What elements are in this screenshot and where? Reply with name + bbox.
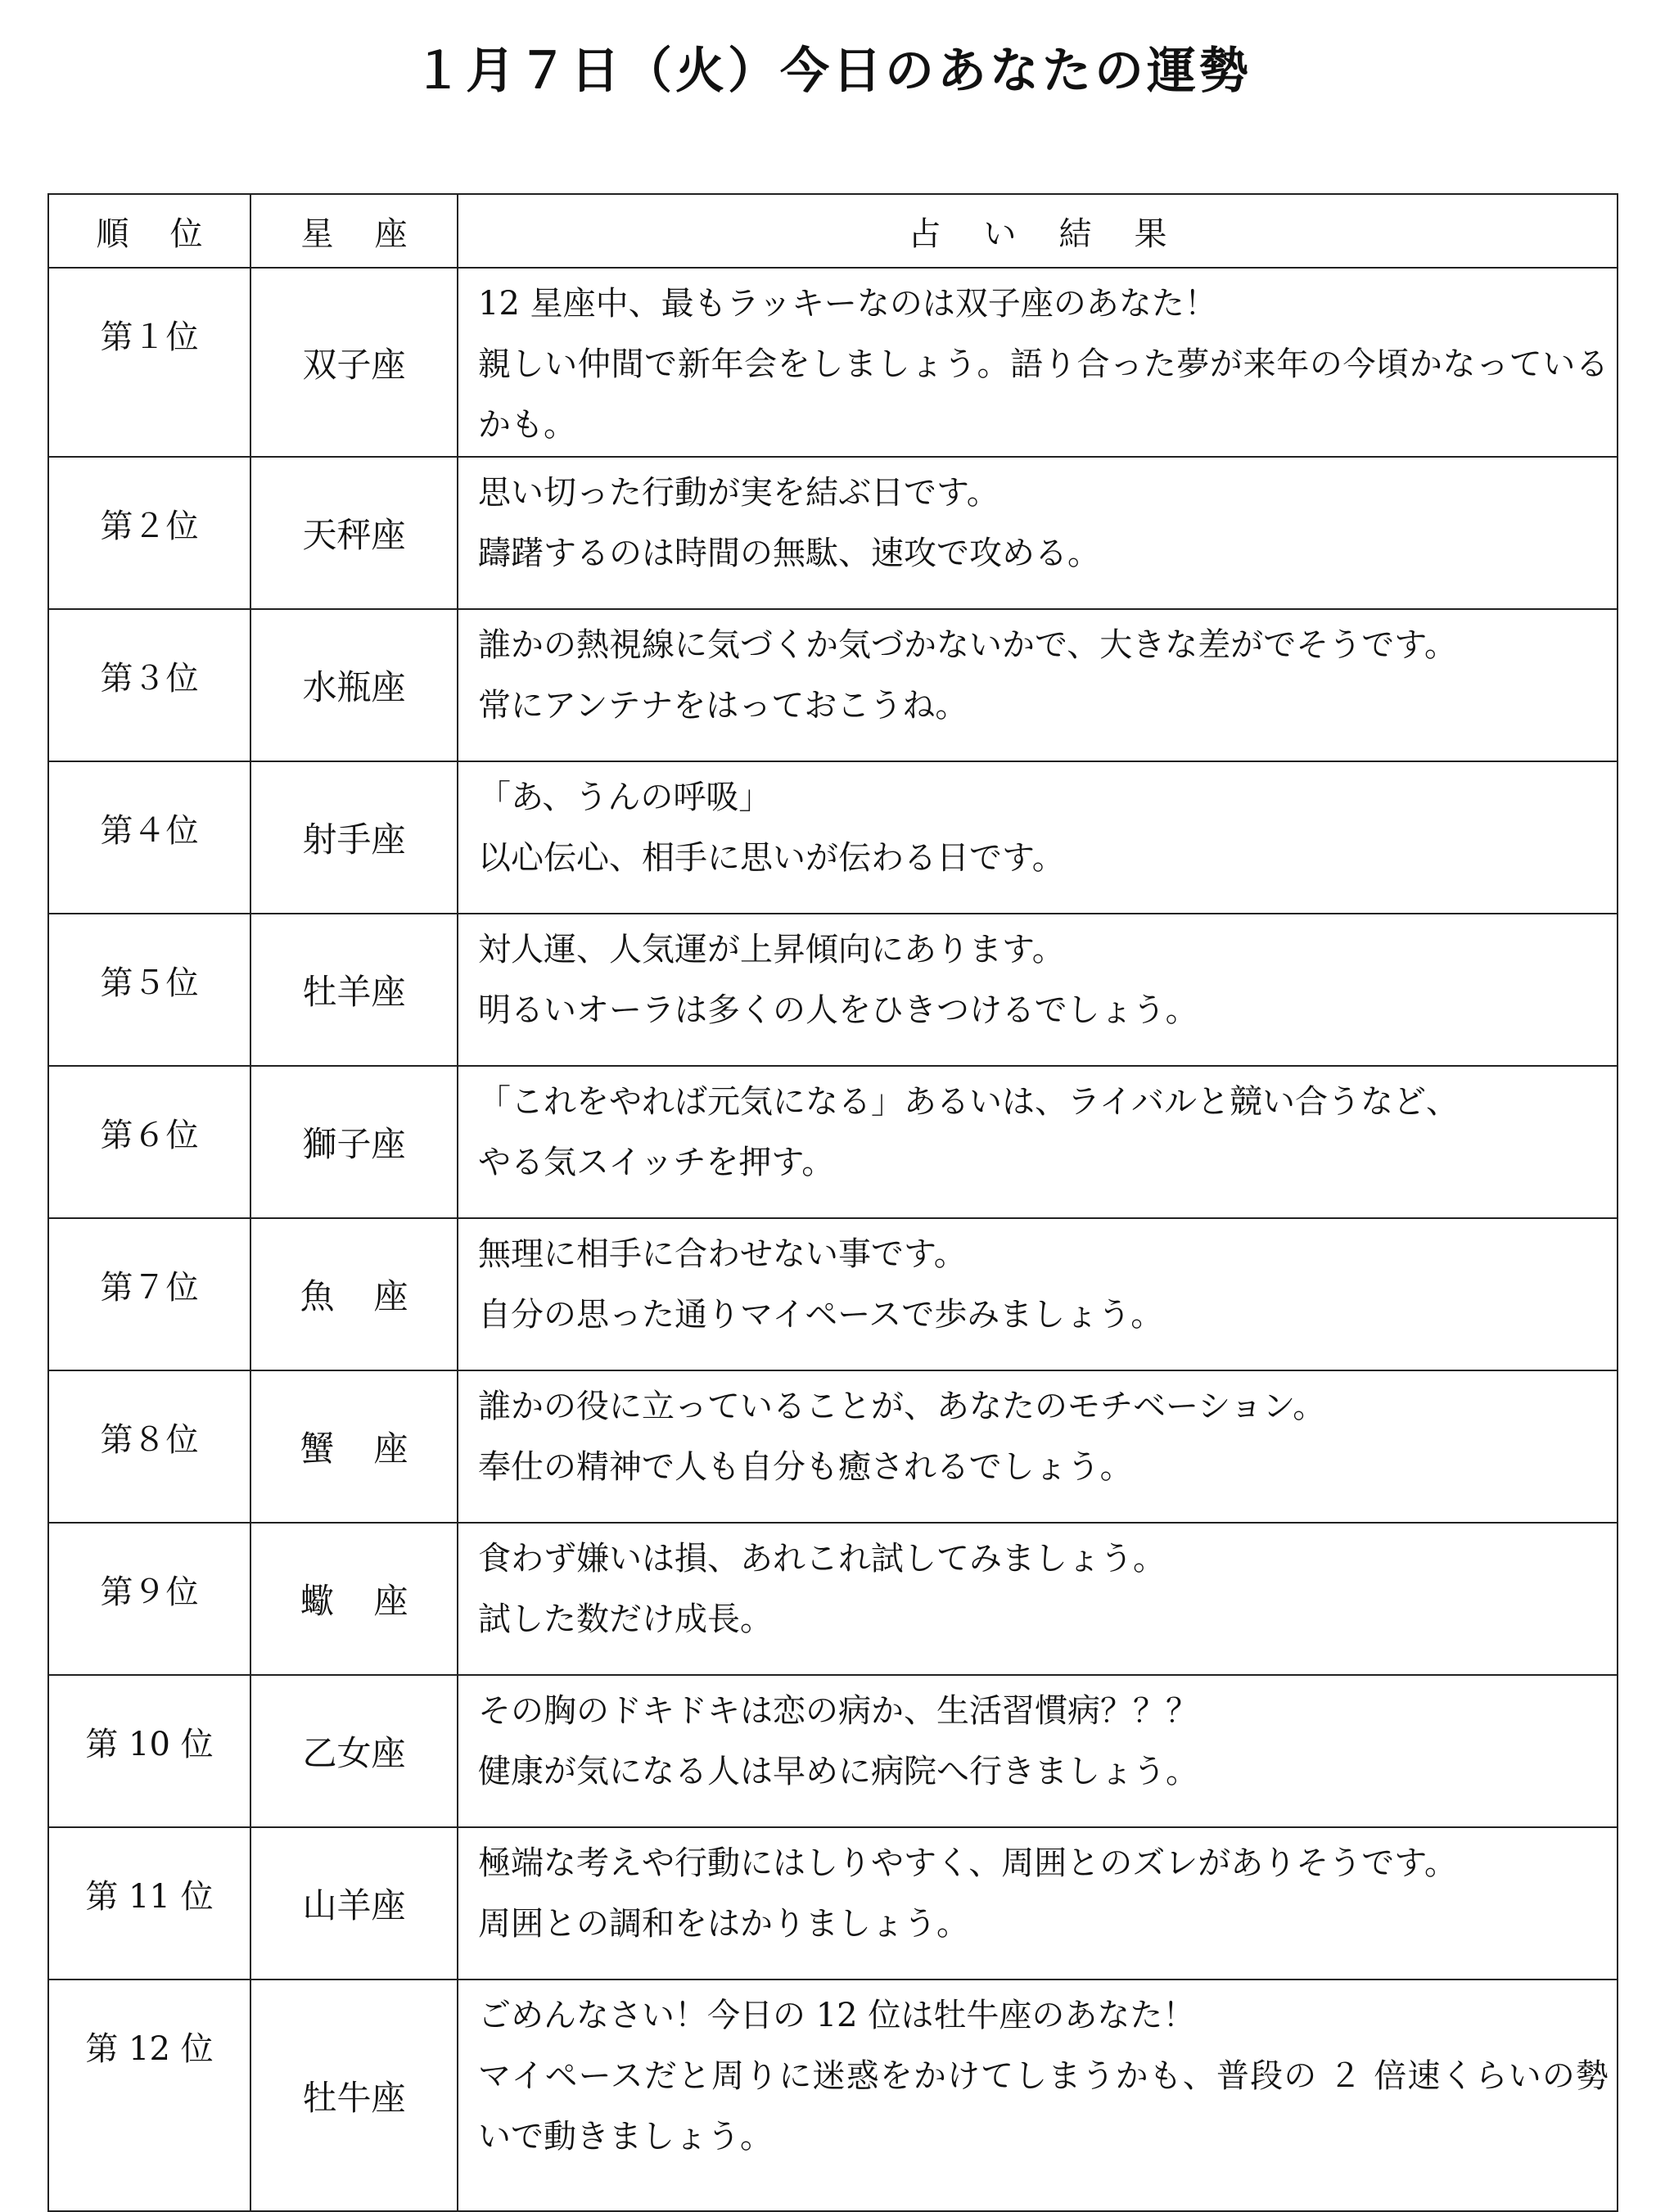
sign-cell: 牡羊座 xyxy=(250,914,458,1066)
rank-cell: 第３位 xyxy=(48,609,250,761)
result-line: 誰かの熱視線に気づくか気づかないかで、大きな差がでそうです。 xyxy=(478,626,1457,664)
rank-cell: 第５位 xyxy=(48,914,250,1066)
result-cell xyxy=(458,1066,1618,1218)
table-row xyxy=(48,1066,1618,1218)
result-cell xyxy=(458,1523,1618,1675)
result-line: その胸のドキドキは恋の病か、生活習慣病？？？ xyxy=(478,1692,1198,1730)
header-result: 占い結果 xyxy=(458,194,1618,268)
sign-cell: 水瓶座 xyxy=(250,609,458,761)
result-cell xyxy=(458,457,1618,609)
result-line: 無理に相手に合わせない事です。 xyxy=(478,1235,967,1273)
table-row xyxy=(48,268,1618,457)
table-row xyxy=(48,914,1618,1066)
result-line: 奉仕の精神で人も自分も癒されるでしょう。 xyxy=(478,1448,1133,1486)
sign-cell: 蟹座 xyxy=(250,1370,458,1523)
sign-cell: 魚座 xyxy=(250,1218,458,1370)
rank-cell: 第４位 xyxy=(48,761,250,914)
rank-cell: 第８位 xyxy=(48,1370,250,1523)
rank-cell: 第 10 位 xyxy=(48,1675,250,1827)
result-cell xyxy=(458,1675,1618,1827)
result-line: 対人運、人気運が上昇傾向にあります。 xyxy=(478,931,1065,968)
table-row xyxy=(48,609,1618,761)
result-line: 12 星座中、最もラッキーなのは双子座のあなた！ xyxy=(478,285,1217,323)
rank-cell: 第１位 xyxy=(48,268,250,457)
result-cell xyxy=(458,609,1618,761)
sign-cell: 乙女座 xyxy=(250,1675,458,1827)
result-line: 躊躇するのは時間の無駄、速攻で攻める。 xyxy=(478,535,1100,572)
result-cell xyxy=(458,1218,1618,1370)
rank-cell: 第６位 xyxy=(48,1066,250,1218)
result-line: 健康が気になる人は早めに病院へ行きましょう。 xyxy=(478,1753,1198,1790)
result-cell xyxy=(458,1370,1618,1523)
sign-cell: 天秤座 xyxy=(250,457,458,609)
result-cell xyxy=(458,1980,1618,2211)
sign-cell: 山羊座 xyxy=(250,1827,458,1980)
table-row xyxy=(48,457,1618,609)
result-cell xyxy=(458,761,1618,914)
rank-cell: 第 12 位 xyxy=(48,1980,250,2211)
fortune-table xyxy=(47,193,1618,2212)
table-row xyxy=(48,761,1618,914)
result-line: 自分の思った通りマイペースで歩みましょう。 xyxy=(478,1296,1164,1334)
result-line: 思い切った行動が実を結ぶ日です。 xyxy=(478,474,999,512)
sign-cell: 双子座 xyxy=(250,268,458,457)
result-line: 常にアンテナをはっておこうね。 xyxy=(478,687,968,725)
result-line: 「これをやれば元気になる」あるいは、ライバルと競い合うなど、 xyxy=(478,1083,1459,1121)
table-row xyxy=(48,1218,1618,1370)
rank-cell: 第７位 xyxy=(48,1218,250,1370)
result-line: 試した数だけ成長。 xyxy=(478,1600,773,1638)
result-line: 明るいオーラは多くの人をひきつけるでしょう。 xyxy=(478,991,1198,1029)
table-row xyxy=(48,1980,1618,2211)
result-line: 極端な考えや行動にはしりやすく、周囲とのズレがありそうです。 xyxy=(478,1844,1457,1882)
result-line: 親しい仲間で新年会をしましょう。語り合った夢が来年の今頃かなっているかも。 xyxy=(478,345,1609,444)
result-cell xyxy=(458,1827,1618,1980)
sign-cell: 蠍座 xyxy=(250,1523,458,1675)
result-line: 食わず嫌いは損、あれこれ試してみましょう。 xyxy=(478,1540,1166,1578)
table-row xyxy=(48,1523,1618,1675)
result-line: 「あ、うんの呼吸」 xyxy=(478,779,772,816)
sign-cell: 牡牛座 xyxy=(250,1980,458,2211)
result-line: ごめんなさい！今日の 12 位は牡牛座のあなた！ xyxy=(478,1997,1196,2034)
table-row xyxy=(48,1675,1618,1827)
sign-cell: 獅子座 xyxy=(250,1066,458,1218)
result-cell xyxy=(458,914,1618,1066)
rank-cell: 第２位 xyxy=(48,457,250,609)
result-line: マイペースだと周りに迷惑をかけてしまうかも、普段の ２ 倍速くらいの勢いで動きましょう。 xyxy=(478,2057,1609,2156)
table-row xyxy=(48,1370,1618,1523)
result-cell xyxy=(458,268,1618,457)
result-line: 周囲との調和をはかりましょう。 xyxy=(478,1905,969,1943)
result-line: 以心伝心、相手に思いが伝わる日です。 xyxy=(478,839,1065,877)
table-header-row xyxy=(48,194,1618,268)
rank-cell: 第 11 位 xyxy=(48,1827,250,1980)
result-line: やる気スイッチを押す。 xyxy=(478,1144,835,1181)
rank-cell: 第９位 xyxy=(48,1523,250,1675)
page-title: １月７日（火）今日のあなたの運勢 xyxy=(413,43,1252,100)
result-line: 誰かの役に立っていることが、あなたのモチベーション。 xyxy=(478,1388,1326,1425)
header-rank: 順位 xyxy=(48,194,250,268)
sign-cell: 射手座 xyxy=(250,761,458,914)
header-sign: 星座 xyxy=(250,194,458,268)
table-row xyxy=(48,1827,1618,1980)
